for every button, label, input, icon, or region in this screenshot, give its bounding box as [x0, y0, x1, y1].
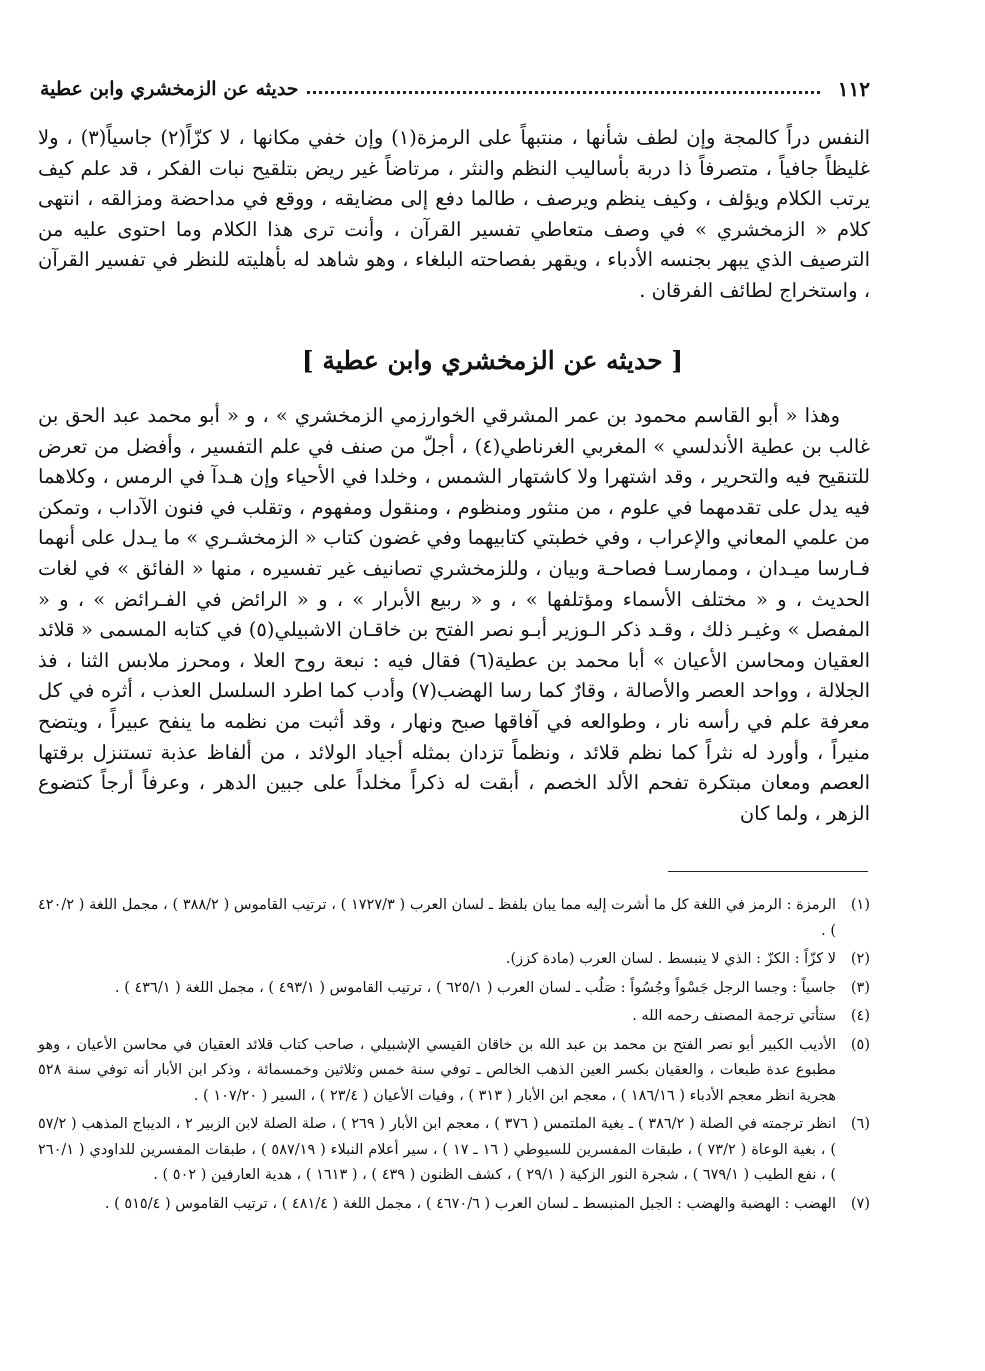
footnote-text: لا كزّاً : الكزّ : الذي لا ينبسط . لسان العرب (مادة كزز).: [505, 951, 836, 967]
page-number: ١١٢: [837, 77, 870, 101]
footnote-text: جاسياً : وجسا الرجل جَسْواً وجُسُواً : صَلُب ـ لسان العرب ( ٦٢٥/١ ) ، ترتيب القاموس ( ٤٩٣/١ ) ، مجمل اللغة ( ٤٣٦/١ ) .: [114, 979, 836, 996]
section-heading: [ حديثه عن الزمخشري وابن عطية ]: [301, 346, 684, 375]
footnote-number: (٣): [850, 979, 870, 996]
footnote-3: [38, 976, 870, 1002]
running-header: [40, 74, 870, 104]
footnote-text: الهضب : الهضبة والهضب : الجبل المنبسط ـ لسان العرب ( ٤٦٧٠/٦ ) ، مجمل اللغة ( ٤٨١/٤ ) ، ترتيب القاموس ( ٥١٥/٤ ) .: [104, 1195, 836, 1212]
footnote-number: (٢): [850, 951, 870, 967]
footnote-number: (٥): [850, 1036, 870, 1053]
footnote-separator: [668, 871, 868, 872]
footnote-text: الأديب الكبير أبو نصر الفتح بن محمد بن عبد الله بن خاقان القيسي الإشبيلي ، صاحب كتاب قلائد العقيان في محاسن الأعيان ، وهو مطبوع عدة طبعات ، والعقيان بكسر العين الذهب الخالص ـ توفي سنة خمس وثلاثين وخمسمائة ، وذكر ابن الأبار أنه توفي سنة ٥٢٨ هجرية انظر معجم الأدباء ( ١٨٦/١٦ ) ، معجم ابن الأبار ( ٣١٣ ) ، وفيات الأعيان ( ٢٣/٤ ) ، السير ( ١٠٧/٢٠ ) .: [38, 1036, 836, 1104]
footnote-number: (٧): [850, 1195, 870, 1212]
footnote-number: (٤): [850, 1008, 870, 1024]
footnote-7: [38, 1192, 870, 1218]
footnote-text: الرمزة : الرمز في اللغة كل ما أشرت إليه مما يبان بلفظ ـ لسان العرب ( ١٧٢٧/٣ ) ، ترتيب القاموس ( ٣٨٨/٢ ) ، مجمل اللغة ( ٤٢٠/٢ ) .: [38, 897, 836, 939]
footnote-6: [38, 1112, 870, 1189]
body-paragraph-2: وهذا « أبو القاسم محمود بن عمر المشرقي الخوارزمي الزمخشري » ، و « أبو محمد عبد الحق بن غالب بن عطية الأندلسي » المغربي الغرناطي(٤) ، أجلّ من صنف في علم التفسير ، وأفضل من تعرض للتنقيح فيه والتحرير ، وقد اشتهرا ولا كاشتهار الشمس ، وخلدا في الأحياء وإن هـدآ في الرمس ، وكلاهما فيه يدل على تقدمهما في علوم ، من منثور ومنظوم ، ومنقول ومفهوم ، وتقلب في فنون الآداب ، وتمكن من علمي المعاني والإعراب ، وفي خطبتي كتابيهما وفي غضون كتاب « الزمخشـري » ما يـدل على أنهما فـارسا ميـدان ، وممارسـا فصاحـة وبيان ، وللزمخشري تصانيف غير تفسيره ، منها « الفائق » في لغات الحديث ، و « مختلف الأسماء ومؤتلفها » ، و « ربيع الأبرار » ، و « الرائض في الفـرائض » ، و « المفصل » وغيـر ذلك ، وقـد ذكر الـوزير أبـو نصر الفتح بن خاقـان الاشبيلي(٥) في كتابه المسمى « قلائد العقيان ومحاسن الأعيان » أبا محمد بن عطية(٦) فقال فيه : نبعة روح العلا ، ومحرز ملابس الثنا ، فذ الجلالة ، وواحد العصر والأصالة ، وقارٌ كما رسا الهضب(٧) وأدب كما اطرد السلسل العذب ، أثره في كل معرفة علم في رأسه نار ، وطوالعه في آفاقها صبح ونهار ، وقد أثبت من نظمه ما ينفح عبيراً ، ويتضح منيراً ، وأورد له نثراً كما نظم قلائد ، ونظماً تزدان بمثله أجياد الولائد ، من ألفاظ عذبة تستنزل برقتها العصم ومعان مبتكرة تفحم الألد الخصم ، أبقت له ذكراً مخلداً على جبين الدهر ، وعرفاً أرجاً كتضوع الزهر ، ولما كان: [38, 404, 871, 825]
footnote-number: (١): [850, 897, 870, 913]
footnotes-list: [38, 893, 870, 1220]
footnote-4: [38, 1004, 870, 1030]
footnote-2: [38, 947, 870, 973]
body-paragraph-1: النفس دراً كالمجة وإن لطف شأنها ، منتبهاً على الرمزة(١) وإن خفي مكانها ، لا كزّاً(٢) جاسياً(٣) ، ولا غليظاً جافياً ، متصرفاً ذا دربة بأساليب النظم والنثر ، مرتاضاً غير ريض بتلقيح نبات الفكر ، قد علم كيف يرتب الكلام ويؤلف ، وكيف ينظم ويرصف ، طالما دفع إلى مضايقه ، ووقع في مداحضة ومزالقه ، انتهى كلام « الزمخشري » في وصف متعاطي تفسير القرآن ، وأنت ترى هذا الكلام وما احتوى عليه من الترصيف الذي يبهر بجنسه الأدباء ، ويقهر بفصاحته البلغاء ، وهو شاهد له بأهليته للنظر في تفسير القرآن ، واستخراج لطائف الفرقان .: [38, 126, 871, 302]
footnote-text: ستأتي ترجمة المصنف رحمه الله .: [632, 1008, 836, 1024]
footnote-text: انظر ترجمته في الصلة ( ٣٨٦/٢ ) ـ بغية الملتمس ( ٣٧٦ ) ، معجم ابن الأبار ( ٢٦٩ ) ، صلة الصلة لابن الزبير ٢ ، الديباج المذهب ( ٥٧/٢ ) ، بغية الوعاة ( ٧٣/٢ ) ، طبقات المفسرين للسيوطي ( ١٦ ـ ١٧ ) ، سير أعلام النبلاء ( ٥٨٧/١٩ ) ، طبقات المفسرين للداودي ( ٢٦٠/١ ) ، نفع الطيب ( ٦٧٩/١ ) ، شجرة النور الزكية ( ٢٩/١ ) ، كشف الظنون ( ٤٣٩ ) ، ( ١٦١٣ ) ، هدية العارفين ( ٥٠٢ ) .: [38, 1116, 836, 1183]
footnote-1: [38, 893, 870, 944]
dotted-leader: [307, 91, 820, 94]
footnote-5: [38, 1033, 870, 1110]
footnote-number: (٦): [850, 1116, 870, 1132]
running-title: حديثه عن الزمخشري وابن عطية: [40, 78, 299, 100]
